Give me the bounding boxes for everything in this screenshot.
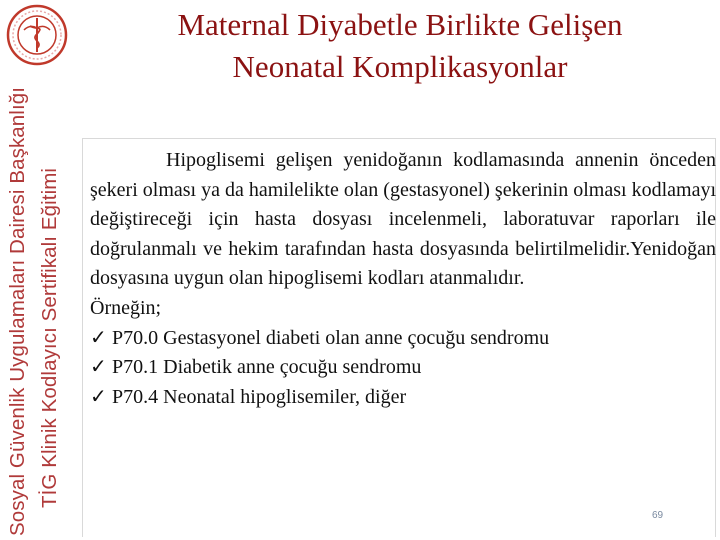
- list-item: [90, 324, 716, 354]
- slide-title-line1: Maternal Diyabetle Birlikte Gelişen: [177, 7, 623, 42]
- list-item-text: P70.1 Diabetik anne çocuğu sendromu: [112, 356, 422, 379]
- example-label: Örneğin;: [90, 296, 162, 319]
- checkmark-icon: ✓: [90, 326, 107, 349]
- list-item-text: P70.4 Neonatal hipoglisemiler, diğer: [112, 385, 407, 408]
- list-item: [90, 353, 716, 383]
- checkmark-icon: ✓: [90, 385, 107, 408]
- ministry-seal-icon: [6, 4, 68, 66]
- slide-title: [100, 4, 700, 88]
- list-item-text: P70.0 Gestasyonel diabeti olan anne çocuğu sendromu: [112, 326, 550, 349]
- slide-body: [90, 146, 716, 412]
- slide-title-line2: Neonatal Komplikasyonlar: [232, 49, 568, 84]
- sidebar-department-text: Sosyal Güvenlik Uygulamaları Dairesi Başkanlığı: [6, 86, 29, 536]
- page-number: 69: [652, 510, 664, 521]
- checkmark-icon: ✓: [90, 356, 107, 379]
- sidebar: [0, 0, 80, 540]
- list-item: [90, 383, 716, 413]
- body-paragraph: Hipoglisemi gelişen yenidoğanın kodlamasında annenin önceden şekeri olması ya da hamilelikte olan (gestasyonel) şekerinin olması kodlamayı değiştireceği için hasta dosyası incelenmeli, laboratuvar raporları ile doğrulanmalı ve hekim tarafından hasta dosyasında belirtilmelidir.Yenidoğan dosyasına uygun olan hipoglisemi kodları atanmalıdır.: [90, 149, 716, 290]
- sidebar-training-text: TİG Klinik Kodlayıcı Sertifikalı Eğitimi: [38, 167, 61, 508]
